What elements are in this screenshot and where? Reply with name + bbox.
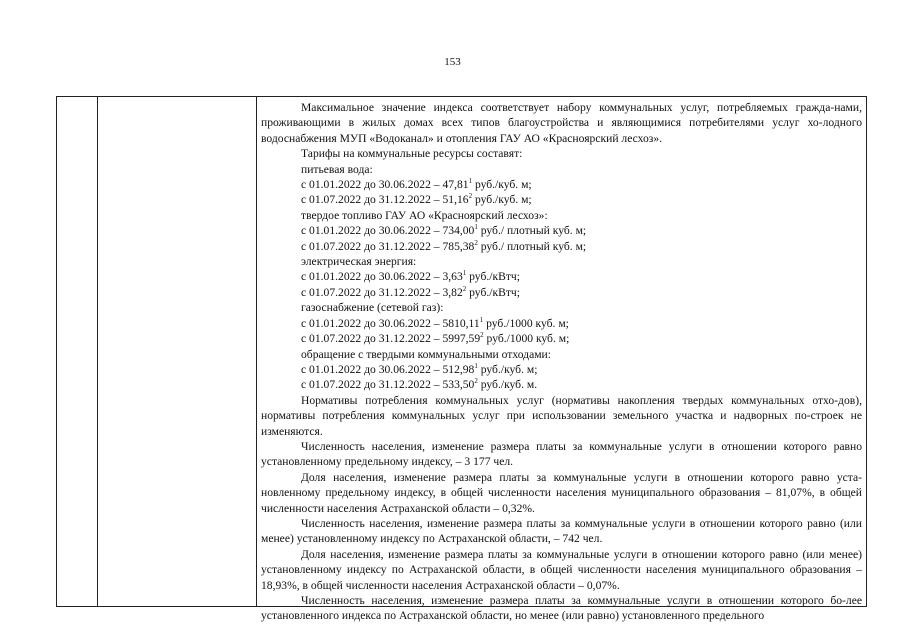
paragraph-text: Доля населения, изменение размера платы за коммунальные услуги в отношении которого равно (или менее) установленному индексу по Астраханской области, в общей численности населения муниципального образования – 18,93%, в общей численности населения Астраханской области – 0,07%.	[261, 547, 862, 592]
footnote-marker: 2	[468, 192, 473, 201]
footnote-marker: 2	[474, 377, 478, 386]
tariff-line	[261, 177, 862, 192]
tariff-line	[261, 377, 862, 392]
body-paragraph	[261, 470, 862, 516]
table-bottom-border	[56, 606, 867, 607]
paragraph-text: Нормативы потребления коммунальных услуг (нормативы накопления твердых коммунальных отхо-дов), нормативы потребления коммунальных услуг при использовании земельного участка и надворных по-строек не изменяются.	[261, 393, 862, 438]
body-paragraph	[261, 516, 862, 547]
table-column-number	[57, 97, 98, 607]
tariff-line	[261, 208, 862, 223]
tariff-line	[261, 300, 862, 315]
tariff-line	[261, 254, 862, 269]
paragraph-text: с 01.01.2022 до 30.06.2022 – 47,81	[301, 178, 469, 192]
paragraph-text: Численность населения, изменение размера платы за коммунальные услуги в отношении которого равно установленному предельному индексу, – 3 177 чел.	[261, 439, 862, 469]
tariff-unit: руб./кВтч;	[466, 270, 520, 284]
tariff-line	[261, 269, 862, 284]
body-paragraph	[261, 439, 862, 470]
tariff-line	[261, 192, 862, 207]
footnote-marker: 1	[474, 362, 478, 371]
paragraph-text: Численность населения, изменение размера платы за коммунальные услуги в отношении которого бо-лее установленного индекса по Астраханской области, но менее (или равно) установленного предельного	[261, 594, 862, 623]
footnote-marker: 2	[474, 238, 478, 247]
paragraph-text: с 01.07.2022 до 31.12.2022 – 5997,59	[301, 332, 481, 346]
paragraph-text: Численность населения, изменение размера платы за коммунальные услуги в отношении которого равно (или менее) установленному индексу по Астраханской области, – 742 чел.	[261, 516, 862, 546]
paragraph-text: питьевая вода:	[301, 162, 373, 176]
footnote-marker: 2	[480, 331, 484, 340]
paragraph-text: с 01.01.2022 до 30.06.2022 – 734,00	[301, 224, 475, 238]
tariff-line	[261, 239, 862, 254]
footnote-marker: 1	[474, 223, 478, 232]
paragraph-text: с 01.07.2022 до 31.12.2022 – 533,50	[301, 378, 475, 392]
tariff-unit: руб./куб. м;	[472, 193, 532, 207]
tariff-line	[261, 331, 862, 346]
footnote-marker: 1	[479, 315, 484, 324]
paragraph-text: с 01.07.2022 до 31.12.2022 – 51,16	[301, 193, 469, 207]
tariff-unit: руб./куб. м.	[477, 378, 538, 392]
paragraph-text: электрическая энергия:	[301, 255, 417, 269]
paragraph-text: обращение с твердыми коммунальными отходами:	[301, 347, 551, 361]
body-paragraph	[261, 393, 862, 439]
tariff-unit: руб./ плотный куб. м;	[477, 224, 587, 238]
tariff-line	[261, 146, 862, 161]
paragraph-text: с 01.07.2022 до 31.12.2022 – 785,38	[301, 239, 475, 253]
table-column-description	[257, 97, 866, 623]
document-table	[56, 96, 867, 623]
tariff-unit: руб./ плотный куб. м;	[477, 239, 587, 253]
body-paragraph	[261, 100, 862, 146]
tariff-unit: руб./кВтч;	[466, 285, 520, 299]
page-number: 153	[444, 56, 461, 68]
paragraph-text: газоснабжение (сетевой газ):	[301, 301, 444, 315]
tariff-line	[261, 347, 862, 362]
tariff-line	[261, 362, 862, 377]
paragraph-text: Тарифы на коммунальные ресурсы составят:	[301, 147, 523, 161]
footnote-marker: 1	[468, 177, 473, 186]
paragraph-text: Доля населения, изменение размера платы за коммунальные услуги в отношении которого равно уста-новленному предельному индексу, в общей численности населения муниципального образования – 81,07%, в общей численности населения Астраханской области – 0,32%.	[261, 470, 862, 515]
footnote-marker: 1	[462, 269, 467, 278]
tariff-line	[261, 223, 862, 238]
tariff-unit: руб./куб. м;	[472, 178, 532, 192]
body-paragraph	[261, 593, 862, 624]
footnote-marker: 2	[462, 285, 467, 294]
tariff-unit: руб./1000 куб. м;	[483, 316, 569, 330]
tariff-unit: руб./куб. м;	[477, 362, 538, 376]
tariff-line	[261, 285, 862, 300]
paragraph-text: Максимальное значение индекса соответствует набору коммунальных услуг, потребляемых граждa-нами, проживающими в жилых домах всех типов благоустройства и являющимися потребителями услуг хо-лодного водоснабжения МУП «Водоканал» и отопления ГАУ АО «Красноярский лесхоз».	[261, 101, 862, 145]
paragraph-text: с 01.07.2022 до 31.12.2022 – 3,82	[301, 285, 463, 299]
paragraph-text: с 01.01.2022 до 30.06.2022 – 512,98	[301, 362, 475, 376]
body-paragraph	[261, 547, 862, 593]
tariff-unit: руб./1000 куб. м;	[483, 332, 570, 346]
paragraph-text: твердое топливо ГАУ АО «Красноярский лесхоз»:	[301, 208, 548, 222]
paragraph-text: с 01.01.2022 до 30.06.2022 – 3,63	[301, 270, 463, 284]
tariff-line	[261, 162, 862, 177]
paragraph-text: с 01.01.2022 до 30.06.2022 – 5810,11	[301, 316, 480, 330]
table-column-name	[98, 97, 257, 607]
tariff-line	[261, 316, 862, 331]
